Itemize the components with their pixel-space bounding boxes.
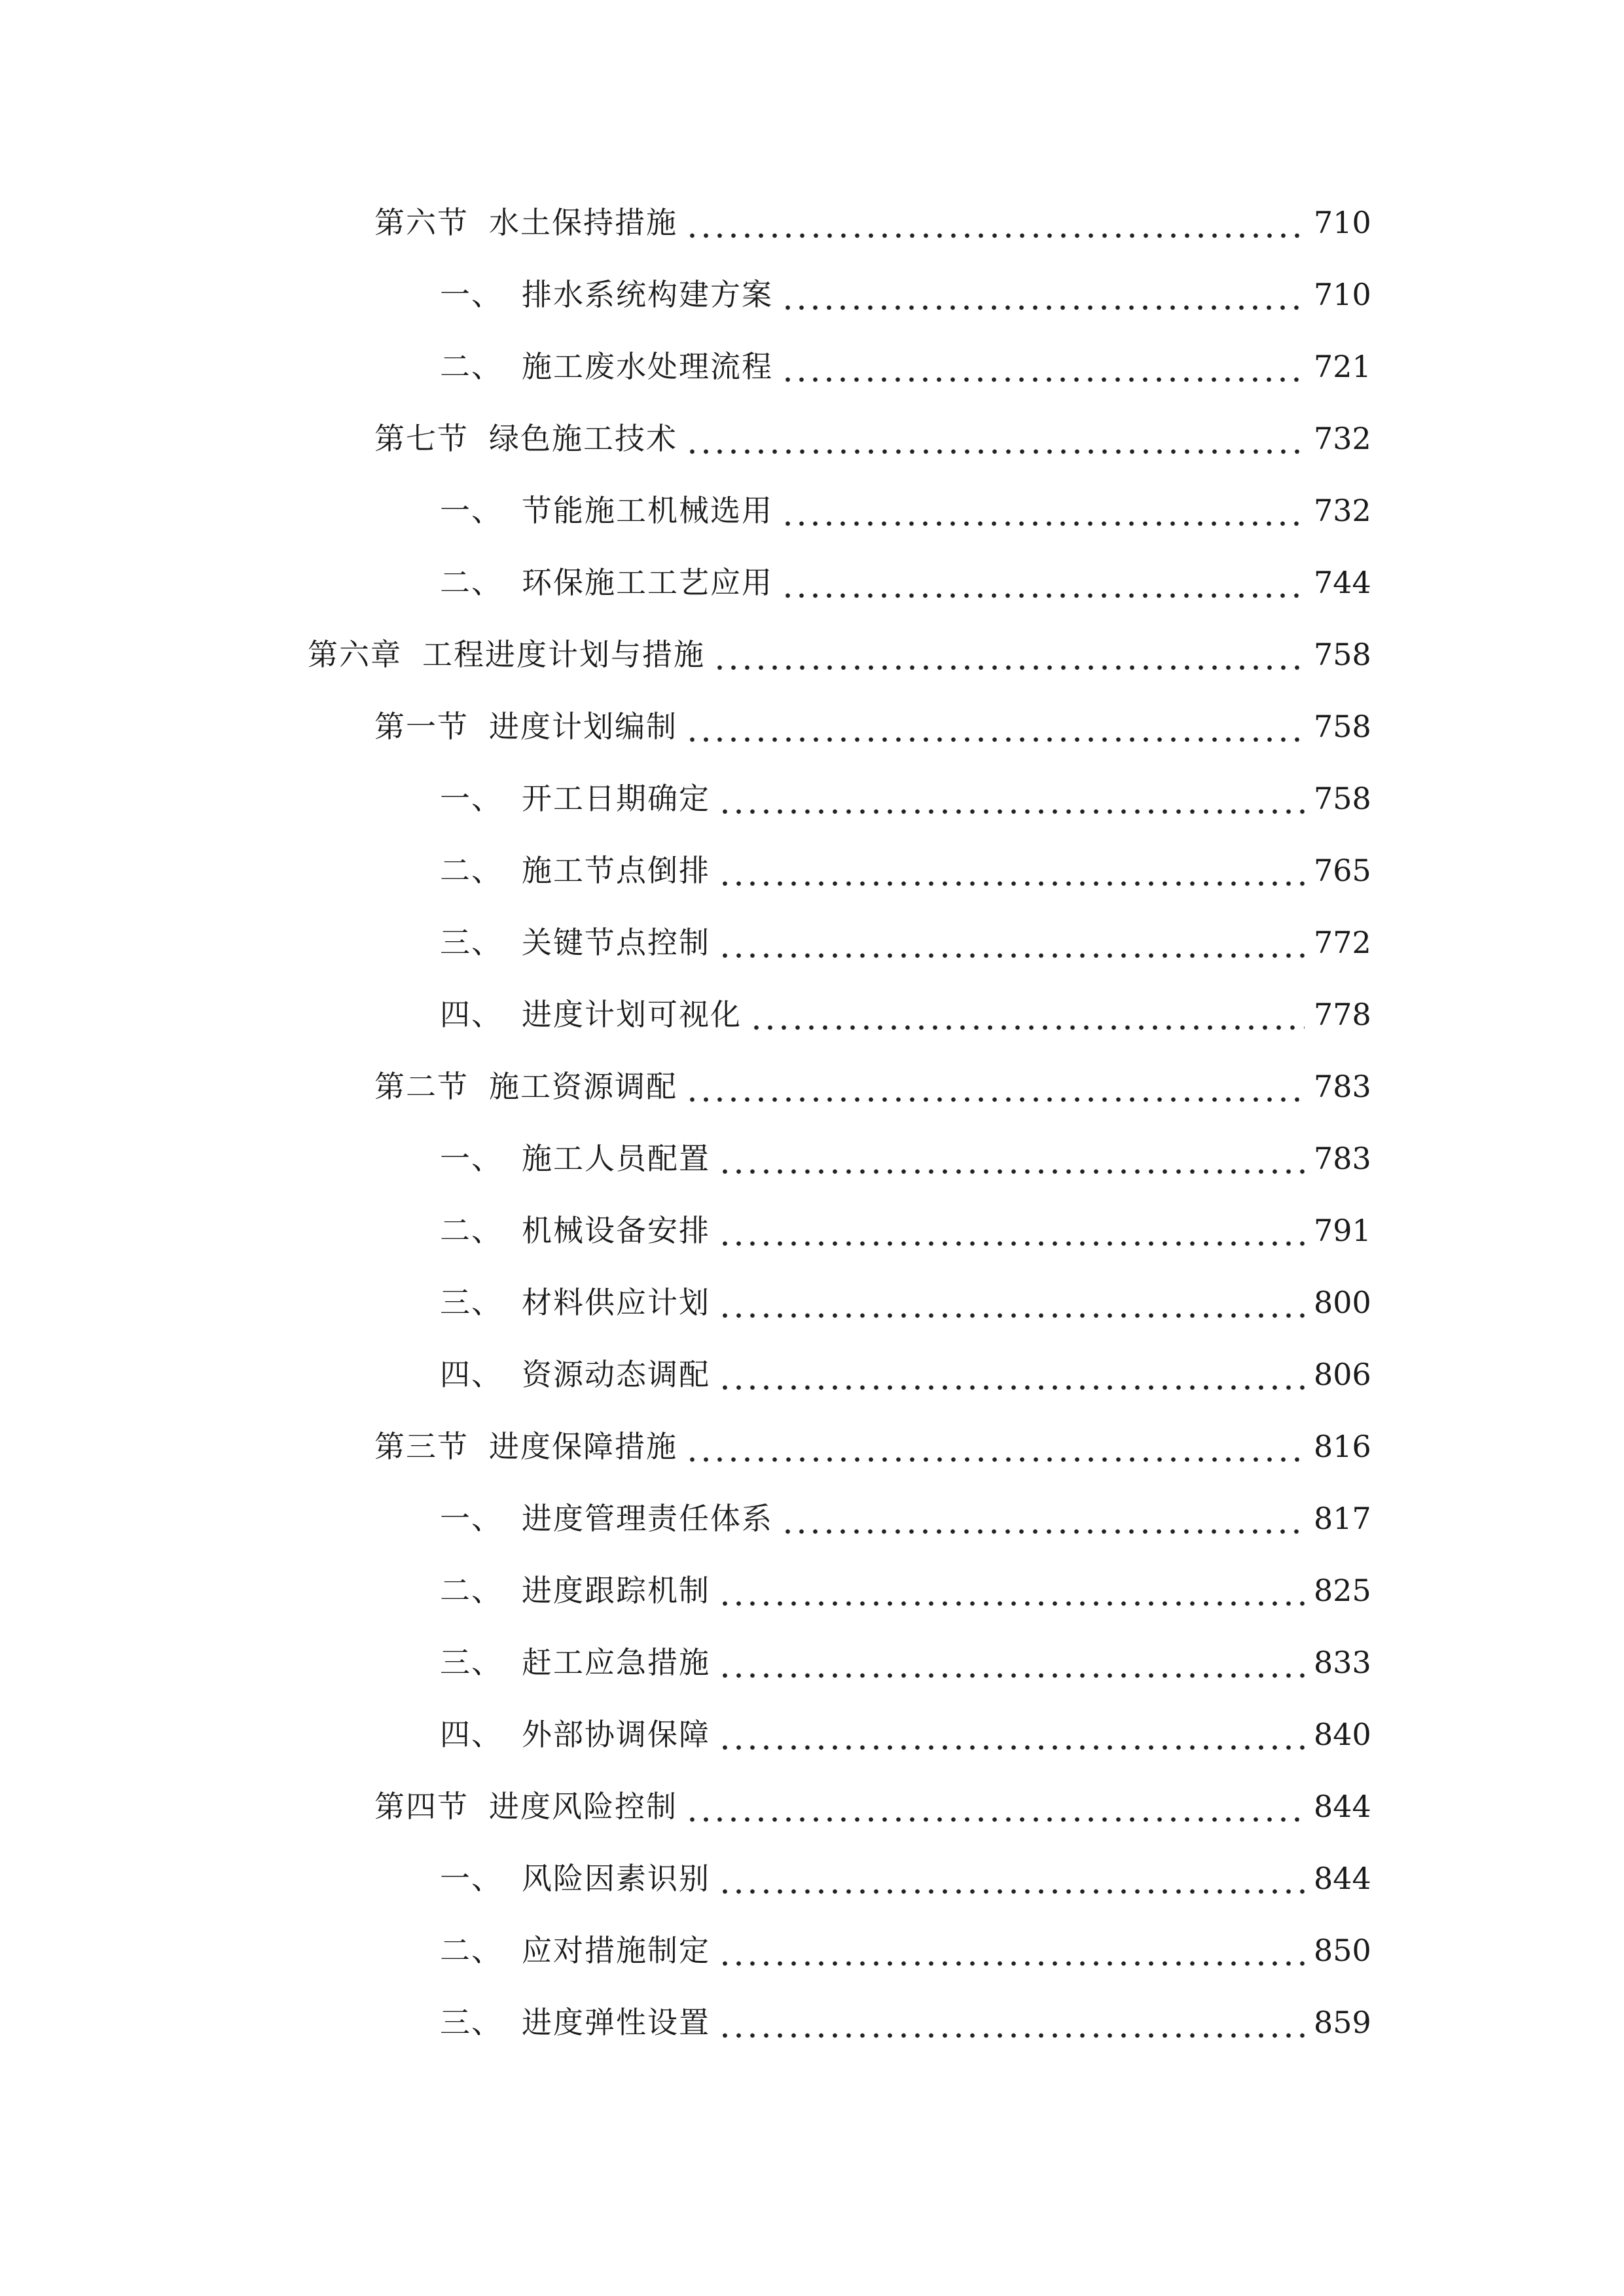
- dot-leader: [718, 851, 1305, 890]
- toc-entry-title: 施工废水处理流程: [522, 349, 773, 384]
- dot-leader: [718, 923, 1305, 962]
- toc-entry-page: 772: [1314, 925, 1371, 960]
- toc-entry-page: 783: [1314, 1141, 1371, 1176]
- toc-entry-number: 三、: [440, 1645, 503, 1680]
- toc-entry[interactable]: [374, 694, 1369, 746]
- toc-entry-page: 783: [1314, 1069, 1371, 1104]
- toc-entry-title: 资源动态调配: [522, 1357, 710, 1392]
- toc-entry[interactable]: [440, 1990, 1369, 2042]
- dot-leader: [718, 1715, 1305, 1754]
- toc-entry-page: 844: [1314, 1789, 1371, 1824]
- toc-entry-number: 第七节: [374, 421, 469, 456]
- toc-entry-number: 四、: [440, 1357, 503, 1392]
- toc-entry-number: 一、: [440, 493, 503, 528]
- dot-leader: [685, 203, 1305, 242]
- toc-entry-page: 806: [1314, 1357, 1371, 1392]
- toc-entry[interactable]: [440, 766, 1369, 818]
- toc-entry[interactable]: [440, 1846, 1369, 1898]
- toc-entry[interactable]: [440, 1702, 1369, 1754]
- toc-entry-page: 721: [1314, 349, 1371, 384]
- toc-entry[interactable]: [440, 838, 1369, 890]
- toc-entry[interactable]: [374, 1054, 1369, 1106]
- toc-entry[interactable]: [440, 1126, 1369, 1178]
- toc-entry-title: 环保施工工艺应用: [522, 565, 773, 600]
- toc-entry-number: 二、: [440, 1213, 503, 1248]
- toc-entry[interactable]: [440, 262, 1369, 314]
- toc-entry-page: 732: [1314, 493, 1371, 528]
- toc-entry-number: 第六节: [374, 205, 469, 240]
- toc-entry-page: 833: [1314, 1645, 1371, 1680]
- toc-entry-title: 外部协调保障: [522, 1717, 710, 1752]
- toc-entry-title: 水土保持措施: [489, 205, 677, 240]
- toc-entry-page: 732: [1314, 421, 1371, 456]
- toc-entry-title: 进度保障措施: [489, 1429, 677, 1464]
- toc-entry-number: 三、: [440, 925, 503, 960]
- toc-entry[interactable]: [440, 1558, 1369, 1610]
- toc-entry-page: 816: [1314, 1429, 1371, 1464]
- toc-entry-page: 844: [1314, 1861, 1371, 1896]
- toc-entry-number: 第六章: [308, 637, 402, 672]
- toc-entry[interactable]: [440, 982, 1369, 1034]
- toc-entry-number: 第二节: [374, 1069, 469, 1104]
- toc-entry-number: 二、: [440, 565, 503, 600]
- dot-leader: [718, 1139, 1305, 1178]
- toc-entry-page: 791: [1314, 1213, 1371, 1248]
- toc-entry-title: 开工日期确定: [522, 781, 710, 816]
- toc-entry-number: 第一节: [374, 709, 469, 744]
- toc-entry-number: 第四节: [374, 1789, 469, 1824]
- toc-entry-title: 绿色施工技术: [489, 421, 677, 456]
- toc-entry[interactable]: [440, 1630, 1369, 1682]
- dot-leader: [685, 1067, 1305, 1106]
- toc-entry-number: 一、: [440, 277, 503, 312]
- toc-entry[interactable]: [440, 1342, 1369, 1394]
- toc-entry-page: 817: [1314, 1501, 1371, 1536]
- dot-leader: [718, 1355, 1305, 1394]
- toc-entry-page: 758: [1314, 637, 1371, 672]
- dot-leader: [781, 563, 1305, 602]
- toc-entry[interactable]: [440, 1486, 1369, 1538]
- toc-entry-title: 进度跟踪机制: [522, 1573, 710, 1608]
- dot-leader: [749, 995, 1305, 1034]
- toc-entry-number: 二、: [440, 1933, 503, 1968]
- toc-entry-page: 778: [1314, 997, 1371, 1032]
- toc-entry-page: 744: [1314, 565, 1371, 600]
- toc-entry-number: 一、: [440, 1501, 503, 1536]
- toc-entry[interactable]: [440, 334, 1369, 386]
- dot-leader: [685, 419, 1305, 458]
- dot-leader: [685, 1427, 1305, 1466]
- toc-entry-page: 710: [1314, 277, 1371, 312]
- dot-leader: [718, 2003, 1305, 2042]
- toc-entry-title: 风险因素识别: [522, 1861, 710, 1896]
- toc-entry[interactable]: [308, 622, 1369, 674]
- toc-entry-title: 节能施工机械选用: [522, 493, 773, 528]
- toc-entry[interactable]: [440, 1270, 1369, 1322]
- toc-entry-title: 施工节点倒排: [522, 853, 710, 888]
- toc-entry[interactable]: [440, 1918, 1369, 1970]
- toc-entry-page: 840: [1314, 1717, 1371, 1752]
- toc-entry-page: 710: [1314, 205, 1371, 240]
- toc-entry-title: 进度弹性设置: [522, 2005, 710, 2040]
- toc-entry-title: 材料供应计划: [522, 1285, 710, 1320]
- toc-entry[interactable]: [374, 190, 1369, 242]
- dot-leader: [685, 707, 1305, 746]
- toc-entry[interactable]: [374, 1414, 1369, 1466]
- dot-leader: [781, 1499, 1305, 1538]
- toc-entry-page: 800: [1314, 1285, 1371, 1320]
- dot-leader: [718, 1931, 1305, 1970]
- toc-entry-title: 关键节点控制: [522, 925, 710, 960]
- toc-entry-title: 进度计划编制: [489, 709, 677, 744]
- toc-entry-title: 应对措施制定: [522, 1933, 710, 1968]
- toc-entry-number: 四、: [440, 997, 503, 1032]
- toc-entry[interactable]: [440, 550, 1369, 602]
- toc-entry-number: 一、: [440, 1141, 503, 1176]
- dot-leader: [713, 635, 1305, 674]
- toc-entry-page: 825: [1314, 1573, 1371, 1608]
- toc-entry-title: 施工资源调配: [489, 1069, 677, 1104]
- toc-entry-title: 工程进度计划与措施: [422, 637, 705, 672]
- dot-leader: [718, 779, 1305, 818]
- toc-entry-title: 施工人员配置: [522, 1141, 710, 1176]
- dot-leader: [781, 347, 1305, 386]
- toc-entry-title: 进度风险控制: [489, 1789, 677, 1824]
- toc-entry-number: 三、: [440, 2005, 503, 2040]
- toc-entry-page: 758: [1314, 709, 1371, 744]
- toc-entry-title: 赶工应急措施: [522, 1645, 710, 1680]
- toc-entry-number: 二、: [440, 853, 503, 888]
- toc-entry-title: 机械设备安排: [522, 1213, 710, 1248]
- toc-entry[interactable]: [374, 1774, 1369, 1826]
- toc-entry-number: 二、: [440, 349, 503, 384]
- toc-entry-page: 850: [1314, 1933, 1371, 1968]
- dot-leader: [718, 1643, 1305, 1682]
- toc-entry[interactable]: [440, 1198, 1369, 1250]
- dot-leader: [781, 491, 1305, 530]
- toc-entry-title: 进度计划可视化: [522, 997, 742, 1032]
- dot-leader: [718, 1571, 1305, 1610]
- toc-entry-number: 第三节: [374, 1429, 469, 1464]
- toc-entry-number: 二、: [440, 1573, 503, 1608]
- dot-leader: [781, 275, 1305, 314]
- toc-entry-title: 排水系统构建方案: [522, 277, 773, 312]
- toc-entry[interactable]: [374, 406, 1369, 458]
- toc-entry-title: 进度管理责任体系: [522, 1501, 773, 1536]
- dot-leader: [718, 1211, 1305, 1250]
- toc-entry-number: 一、: [440, 1861, 503, 1896]
- toc-entry-page: 765: [1314, 853, 1371, 888]
- dot-leader: [718, 1859, 1305, 1898]
- toc-entry-number: 四、: [440, 1717, 503, 1752]
- toc-entry-page: 758: [1314, 781, 1371, 816]
- toc-entry-number: 三、: [440, 1285, 503, 1320]
- toc-entry[interactable]: [440, 478, 1369, 530]
- dot-leader: [718, 1283, 1305, 1322]
- dot-leader: [685, 1787, 1305, 1826]
- toc-entry-number: 一、: [440, 781, 503, 816]
- toc-entry[interactable]: [440, 910, 1369, 962]
- toc-entry-page: 859: [1314, 2005, 1371, 2040]
